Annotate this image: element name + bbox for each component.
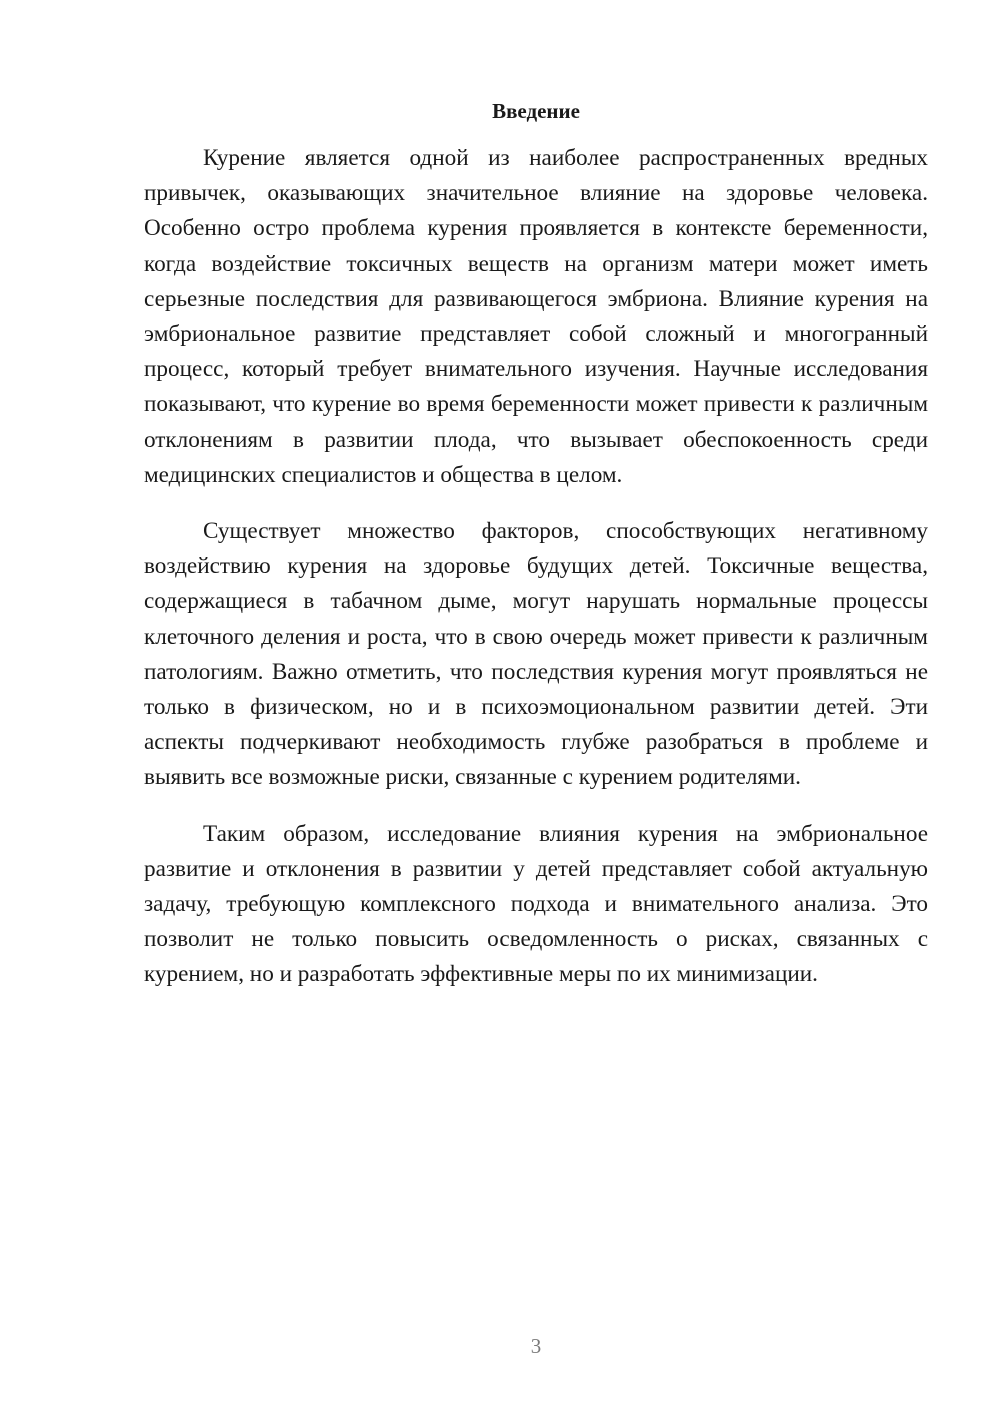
body-text: [144, 141, 928, 1014]
page-number: 3: [530, 1334, 542, 1358]
paragraph-1: Курение является одной из наиболее распространенных вредных привычек, оказывающих значительное влияние на здоровье человека. Особенно остро проблема курения проявляется в контексте беременности, когда воздействие токсичных веществ на организм матери может иметь серьезные последствия для развивающегося эмбриона. Влияние курения на эмбриональное развитие представляет собой сложный и многогранный процесс, который требует внимательного изучения. Научные исследования показывают, что курение во время беременности может привести к различным отклонениям в развитии плода, что вызывает обеспокоенность среди медицинских специалистов и общества в целом.: [144, 145, 928, 488]
paragraph-3: Таким образом, исследование влияния курения на эмбриональное развитие и отклонения в развитии у детей представляет собой актуальную задачу, требующую комплексного подхода и внимательного анализа. Это позволит не только повысить осведомленность о рисках, связанных с курением, но и разработать эффективные меры по их минимизации.: [144, 820, 928, 988]
section-heading: Введение: [492, 99, 580, 123]
paragraph-2: Существует множество факторов, способствующих негативному воздействию курения на здоровье будущих детей. Токсичные вещества, содержащиеся в табачном дыме, могут нарушать нормальные процессы клеточного деления и роста, что в свою очередь может привести к различным патологиям. Важно отметить, что последствия курения могут проявляться не только в физическом, но и в психоэмоциональном развитии детей. Эти аспекты подчеркивают необходимость глубже разобраться в проблеме и выявить все возможные риски, связанные с курением родителями.: [144, 518, 928, 791]
